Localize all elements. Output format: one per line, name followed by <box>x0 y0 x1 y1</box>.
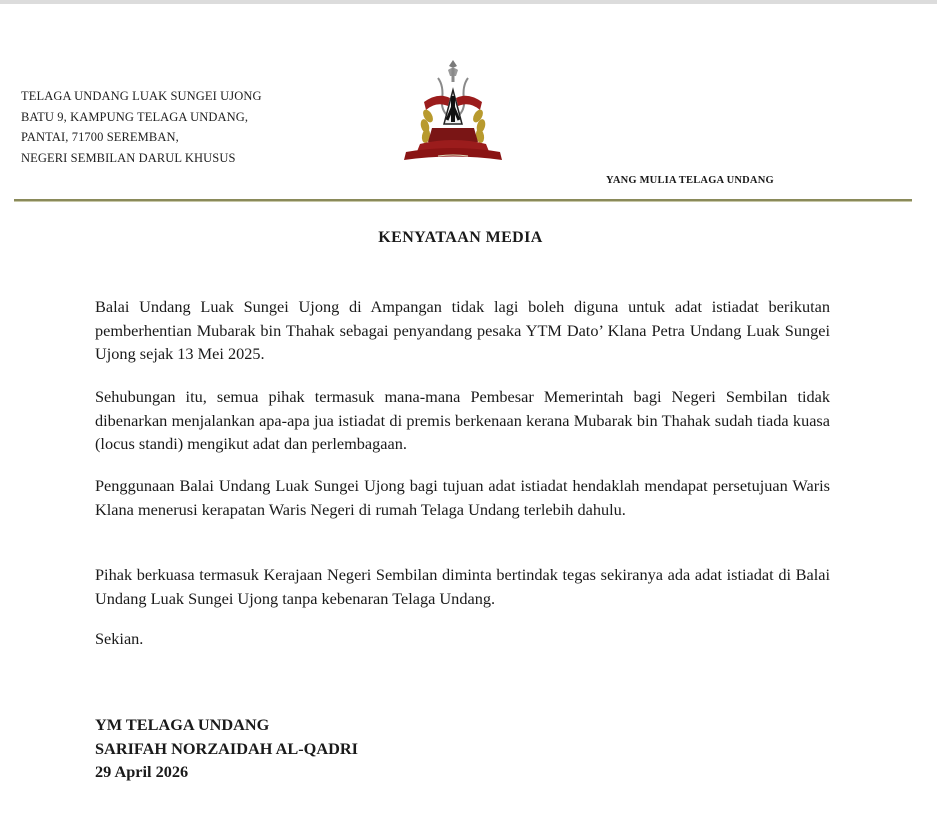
address-line: PANTAI, 71700 SEREMBAN, <box>21 130 179 144</box>
address-line: BATU 9, KAMPUNG TELAGA UNDANG, <box>21 109 249 124</box>
signature-block <box>95 713 358 784</box>
top-edge <box>0 0 937 4</box>
address-line: NEGERI SEMBILAN DARUL KHUSUS <box>21 150 236 165</box>
header-divider <box>14 199 912 202</box>
document-heading-text: KENYATAAN MEDIA <box>378 229 543 246</box>
signature-date: 29 April 2026 <box>95 762 189 781</box>
signature-name: SARIFAH NORZAIDAH AL-QADRI <box>95 738 358 758</box>
letterhead-title: YANG MULIA TELAGA UNDANG <box>606 175 774 186</box>
paragraph-3: Penggunaan Balai Undang Luak Sungei Ujong bagi tujuan adat istiadat hendaklah mendapat persetujuan Waris Klana menerusi kerapatan Waris Negeri di rumah Telaga Undang terlebih dahulu. <box>95 476 830 519</box>
paragraph-4: Pihak berkuasa termasuk Kerajaan Negeri Sembilan diminta bertindak tegas sekiranya ada adat istiadat di Balai Undang Luak Sungei Ujong tanpa kebenaran Telaga Undang. <box>95 565 830 608</box>
paragraph-2: Sehubungan itu, semua pihak termasuk mana-mana Pembesar Memerintah bagi Negeri Sembilan tidak dibenarkan menjalankan apa-apa jua istiadat di premis berkenaan kerana Mubarak bin Thahak sudah tiada kuasa (locus standi) mengikut adat dan perlembagaan. <box>95 387 830 453</box>
address-line: TELAGA UNDANG LUAK SUNGEI UJONG <box>21 89 262 103</box>
document-heading <box>0 229 937 247</box>
closing-line: Sekian. <box>95 629 144 648</box>
paragraph-1: Balai Undang Luak Sungei Ujong di Ampangan tidak lagi boleh diguna untuk adat istiadat berikutan pemberhentian Mubarak bin Thahak sebagai penyandang pesaka YTM Dato’ Klana Petra Undang Luak Sungei Ujong sejak 13 Mei 2025. <box>95 297 830 363</box>
letterhead-address <box>21 86 262 168</box>
royal-crest-icon <box>398 56 508 168</box>
signature-title: YM TELAGA UNDANG <box>95 715 270 734</box>
